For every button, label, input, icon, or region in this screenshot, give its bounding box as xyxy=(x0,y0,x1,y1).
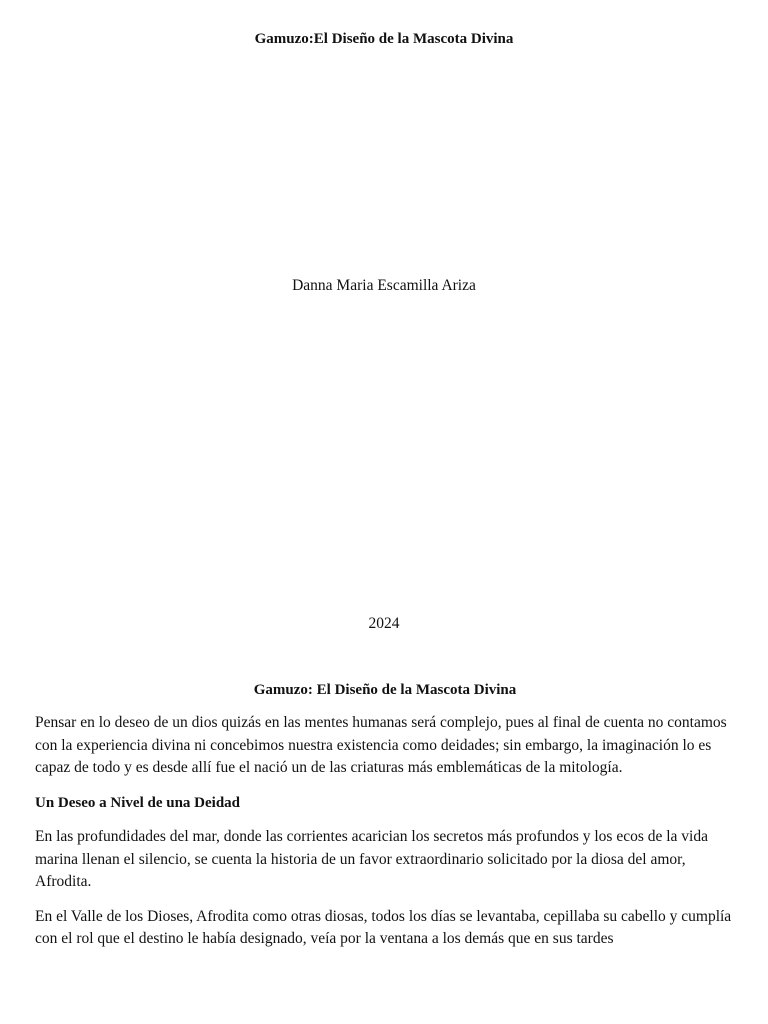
paragraph-2: En las profundidades del mar, donde las corrientes acarician los secretos más profundos y los ecos de la vida marina llenan el silencio, se cuenta la historia de un favor extraordinario solicitado por la diosa del amor, Afrodita. xyxy=(35,828,708,890)
intro-paragraph: Pensar en lo deseo de un dios quizás en las mentes humanas será complejo, pues al final de cuenta no contamos con la experiencia divina ni concebimos nuestra existencia como deidades; sin embargo, la imaginación lo es capaz de todo y es desde allí fue el nació un de las criaturas más emblemáticas de la mitología. xyxy=(35,714,727,776)
body-section xyxy=(35,681,735,963)
cover-title: Gamuzo:El Diseño de la Mascota Divina xyxy=(254,31,514,47)
body-title: Gamuzo: El Diseño de la Mascota Divina xyxy=(253,682,517,698)
cover-year: 2024 xyxy=(368,615,400,632)
paragraph-3: En el Valle de los Dioses, Afrodita como otras diosas, todos los días se levantaba, cepillaba su cabello y cumplía con el rol que el destino le había designado, veía por la ventana a los demás que en sus tardes xyxy=(35,907,732,947)
section-heading: Un Deseo a Nivel de una Deidad xyxy=(35,794,241,811)
cover-author: Danna Maria Escamilla Ariza xyxy=(292,277,476,294)
